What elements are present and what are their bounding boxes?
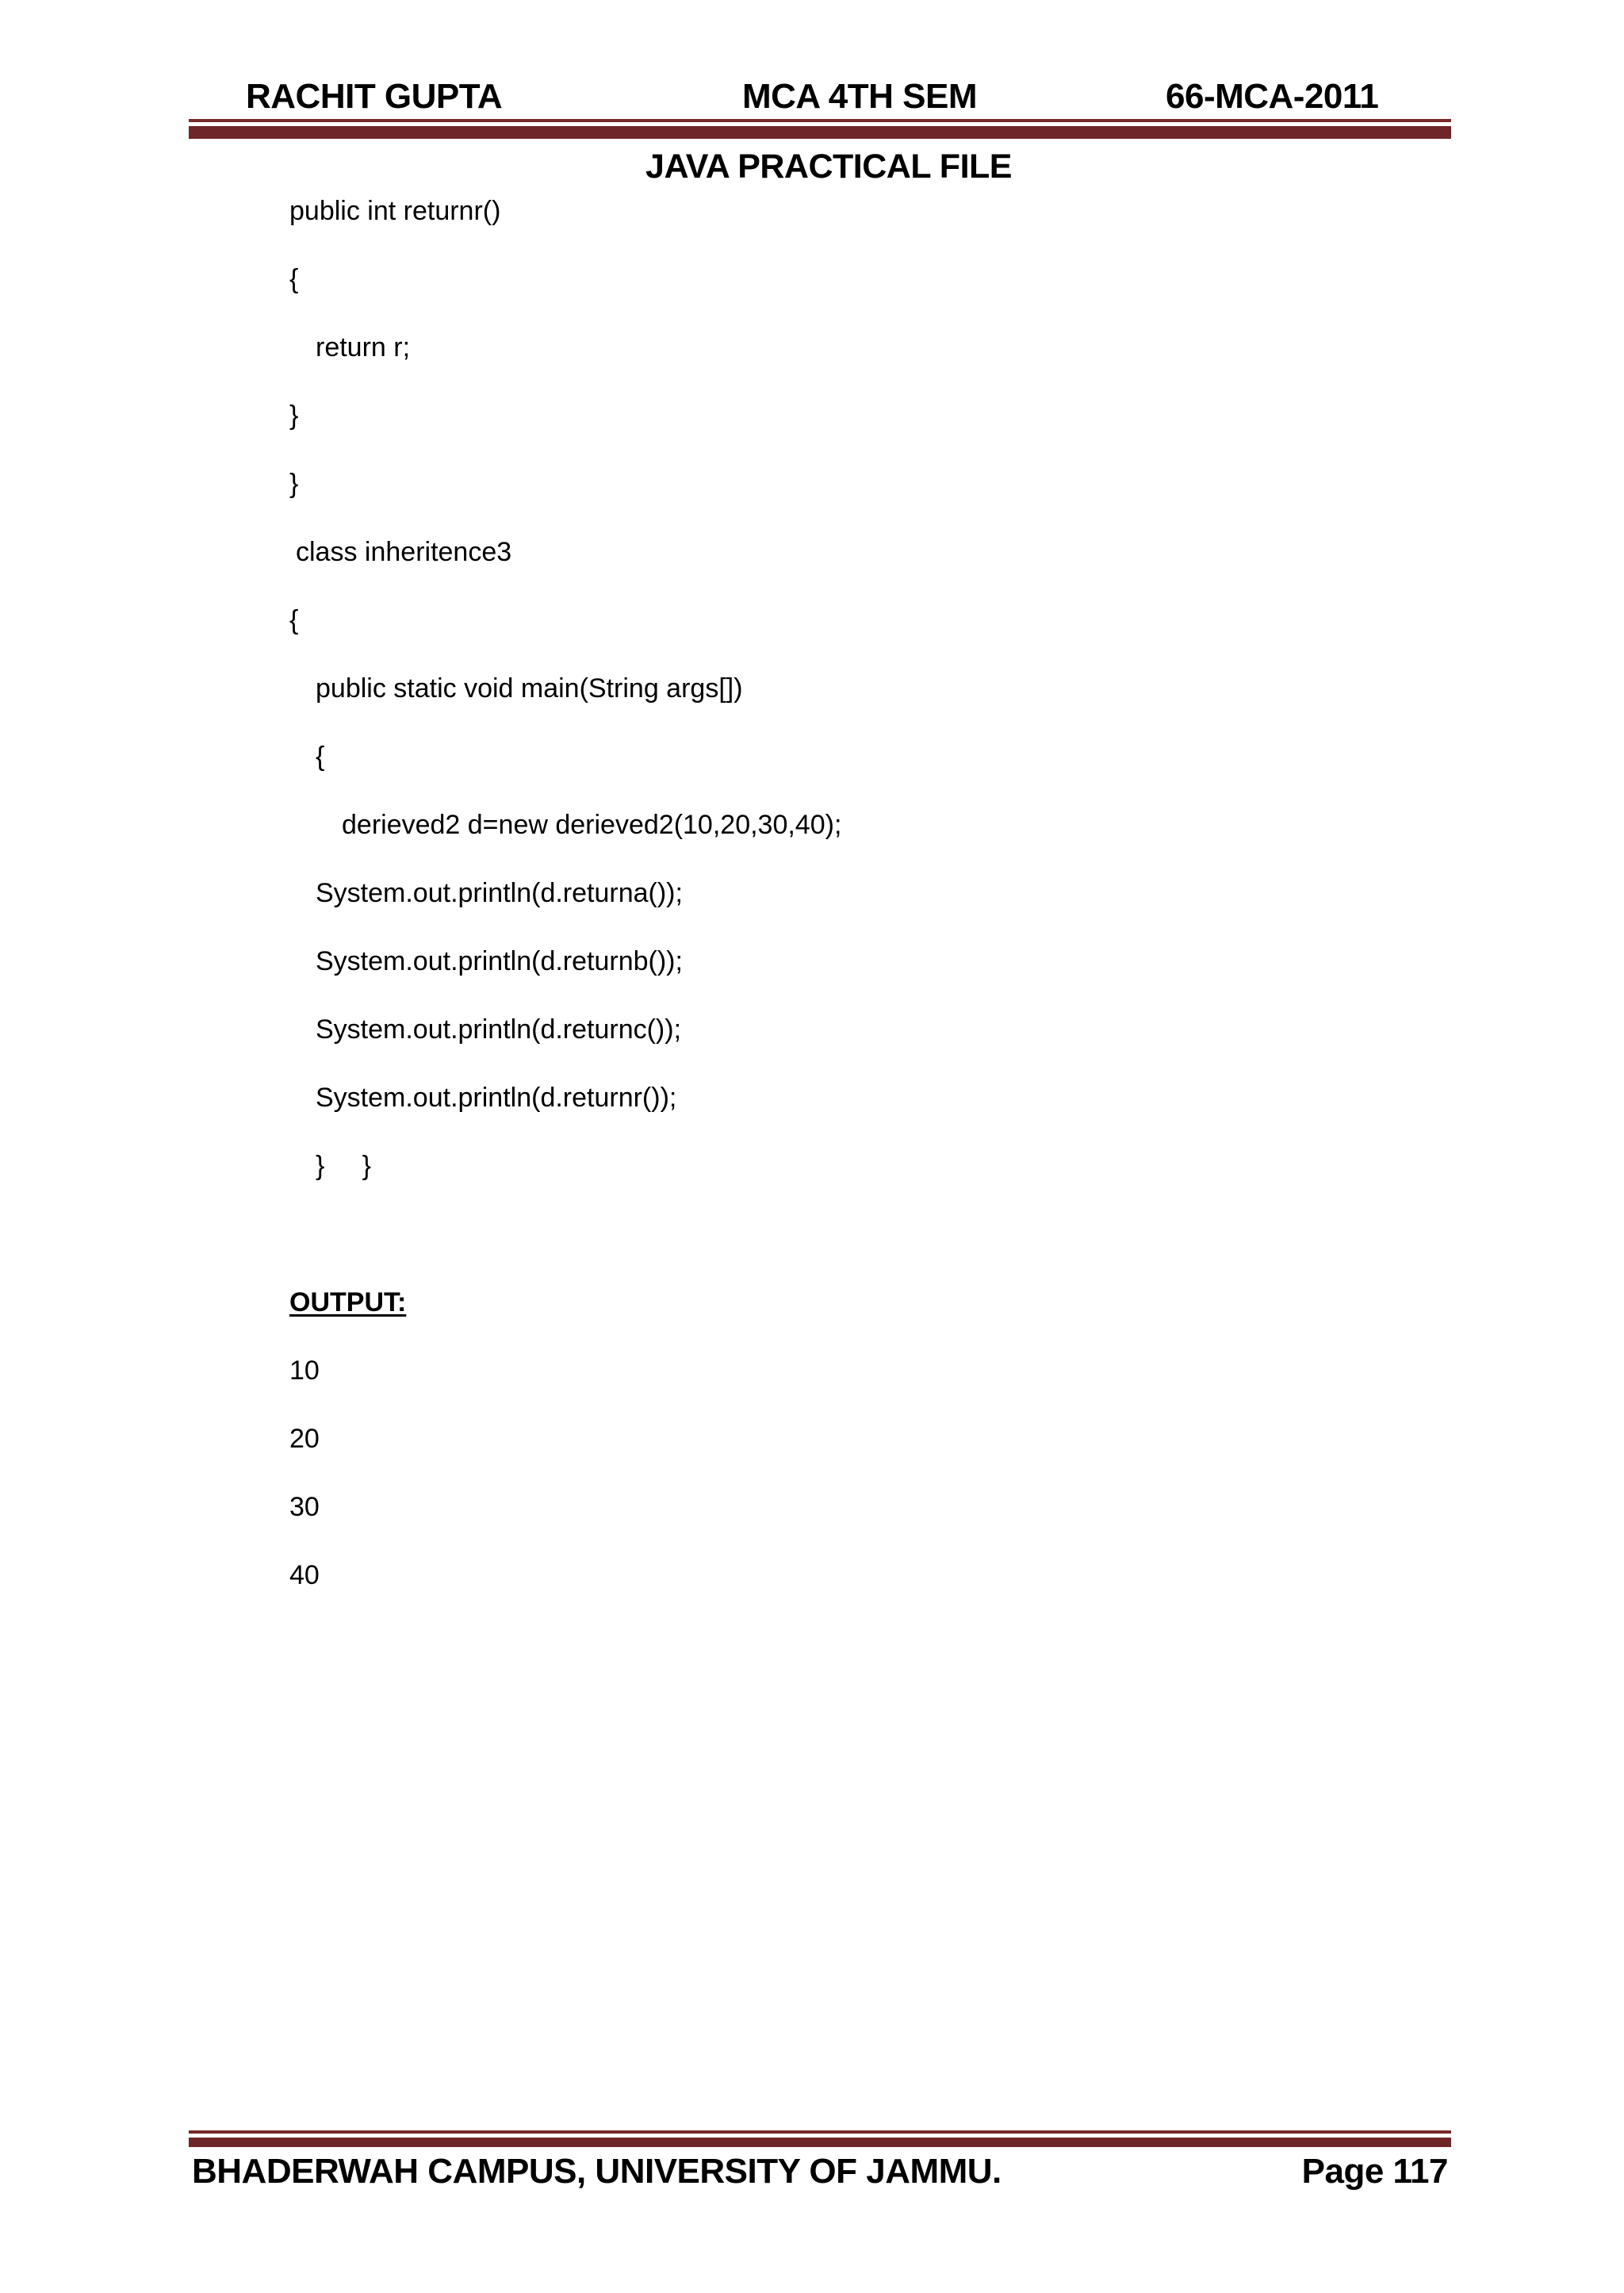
page-number: Page 117 — [1301, 2152, 1448, 2191]
code-line: { — [316, 742, 325, 772]
header-semester: MCA 4TH SEM — [742, 77, 977, 116]
code-line: class inheritence3 — [296, 537, 512, 567]
code-line: System.out.println(d.returna()); — [316, 878, 683, 908]
header-student-name: RACHIT GUPTA — [246, 77, 503, 116]
footer-campus: BHADERWAH CAMPUS, UNIVERSITY OF JAMMU. — [192, 2152, 1002, 2191]
code-line: { — [289, 605, 299, 635]
page-footer — [192, 2146, 1451, 2197]
code-line: } — [289, 401, 299, 431]
code-line: System.out.println(d.returnr()); — [316, 1083, 677, 1113]
code-line: return r; — [316, 332, 411, 362]
output-value: 40 — [289, 1560, 320, 1590]
code-line: public static void main(String args[]) — [316, 673, 743, 704]
output-value: 20 — [289, 1424, 320, 1454]
code-line: } — [289, 469, 299, 499]
output-heading: OUTPUT: — [289, 1287, 407, 1317]
page-title: JAVA PRACTICAL FILE — [645, 148, 1012, 186]
footer-divider — [189, 2130, 1451, 2147]
code-line: System.out.println(d.returnc()); — [316, 1014, 682, 1045]
output-value: 30 — [289, 1492, 320, 1522]
output-value: 10 — [289, 1355, 320, 1386]
code-line: public int returnr() — [289, 196, 501, 226]
code-line: derieved2 d=new derieved2(10,20,30,40); — [342, 810, 842, 840]
code-listing — [289, 189, 1400, 1621]
page-header — [189, 73, 1451, 121]
header-divider — [189, 119, 1451, 139]
header-roll-number: 66-MCA-2011 — [1166, 77, 1379, 116]
code-line: } } — [316, 1151, 371, 1181]
code-line: System.out.println(d.returnb()); — [316, 946, 683, 976]
blank-line — [289, 1212, 1400, 1280]
code-line: { — [289, 264, 299, 294]
